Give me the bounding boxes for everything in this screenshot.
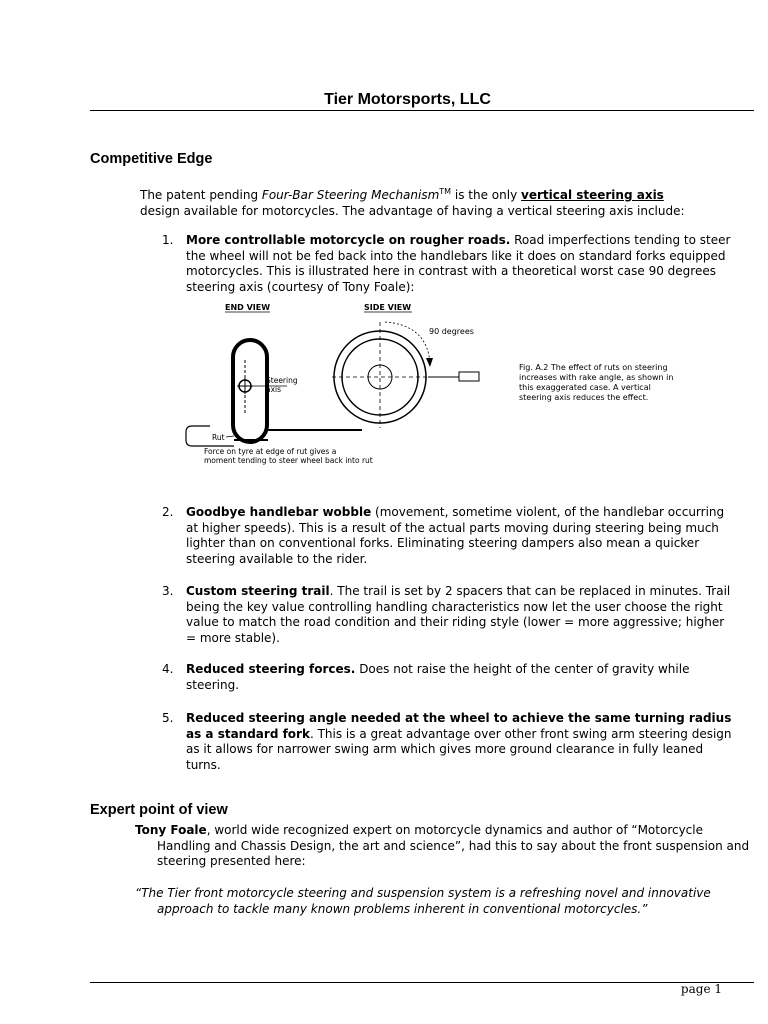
advantage-item-1 bbox=[162, 233, 737, 295]
section-heading-expert: Expert point of view bbox=[90, 802, 228, 818]
trademark-mark: TM bbox=[439, 187, 452, 196]
advantage-item-2 bbox=[162, 505, 737, 567]
steering-rut-figure bbox=[182, 300, 722, 475]
document-title: Tier Motorsports, LLC bbox=[324, 91, 491, 108]
footer-rule bbox=[90, 982, 754, 983]
ninety-degrees-label: 90 degrees bbox=[429, 327, 474, 336]
caption-line1: Fig. A.2 The effect of ruts on steering bbox=[519, 363, 668, 372]
side-view-wheel bbox=[332, 322, 479, 428]
item-title: Reduced steering angle needed at the wheel to achieve the same turning radius as a standard fork bbox=[186, 711, 732, 741]
header-rule bbox=[90, 110, 754, 111]
advantage-item-5 bbox=[162, 711, 737, 773]
intro-text: The patent pending bbox=[140, 188, 262, 202]
item-text: (movement, sometime violent, of the handlebar occurring at higher speeds). This is a result of the actual parts moving during steering being much lighter than on conventional forks. Eliminating steering dampers also mean a quicker steering available to the rider. bbox=[186, 505, 725, 566]
caption-line2: increases with rake angle, as shown in bbox=[519, 373, 674, 382]
expert-name: Tony Foale bbox=[135, 823, 207, 837]
steering-label: Steering bbox=[266, 376, 298, 385]
end-view-label: END VIEW bbox=[225, 303, 271, 312]
item-number: 5. bbox=[162, 711, 174, 725]
item-number: 1. bbox=[162, 233, 174, 247]
item-number: 2. bbox=[162, 505, 174, 519]
item-title: More controllable motorcycle on rougher roads. bbox=[186, 233, 511, 247]
item-text: Road imperfections tending to steer the wheel will not be fed back into the handlebars like it does on standard forks equipped motorcycles. This is illustrated here in contrast with a theoretical worst case 90 degrees steering axis (courtesy of Tony Foale): bbox=[186, 233, 731, 294]
end-view-wheel bbox=[186, 340, 373, 465]
rut-label: Rut bbox=[212, 433, 225, 442]
item-text: . This is a great advantage over other front swing arm steering design as it allows for narrower swing arm which gives more ground clearance in fully leaned turns. bbox=[186, 726, 732, 772]
caption-line4: steering axis reduces the effect. bbox=[519, 393, 649, 402]
advantage-item-4 bbox=[162, 662, 737, 693]
intro-text-mid: is the only bbox=[451, 188, 521, 202]
mechanism-name: Four-Bar Steering Mechanism bbox=[261, 188, 440, 202]
item-number: 4. bbox=[162, 662, 174, 676]
item-title: Reduced steering forces. bbox=[186, 662, 356, 676]
item-text: Does not raise the height of the center of gravity while steering. bbox=[186, 662, 690, 692]
intro-text-line2: design available for motorcycles. The advantage of having a vertical steering axis include: bbox=[140, 203, 685, 218]
item-title: Custom steering trail bbox=[186, 584, 330, 598]
expert-quote: “The Tier front motorcycle steering and suspension system is a refreshing novel and innovative approach to tackle many known problems inherent in conventional motorcycles.” bbox=[135, 886, 711, 916]
expert-paragraph bbox=[135, 823, 757, 870]
force-label-line2: moment tending to steer wheel back into rut bbox=[204, 456, 373, 465]
axis-label: axis bbox=[266, 385, 282, 394]
figure-caption bbox=[519, 363, 673, 402]
side-view-label: SIDE VIEW bbox=[364, 303, 412, 312]
section-heading-competitive-edge: Competitive Edge bbox=[90, 151, 213, 167]
vertical-axis-highlight: vertical steering axis bbox=[521, 188, 664, 202]
intro-paragraph bbox=[140, 184, 740, 219]
caption-line3: this exaggerated case. A vertical bbox=[519, 383, 651, 392]
expert-text: , world wide recognized expert on motorcycle dynamics and author of “Motorcycle Handling and Chassis Design, the art and science”, had this to say about the front suspension and steering presented here: bbox=[157, 823, 750, 869]
page-number: page 1 bbox=[680, 982, 722, 996]
force-label-line1: Force on tyre at edge of rut gives a bbox=[204, 447, 337, 456]
advantage-item-3 bbox=[162, 584, 737, 646]
item-number: 3. bbox=[162, 584, 174, 598]
item-title: Goodbye handlebar wobble bbox=[186, 505, 372, 519]
item-text: . The trail is set by 2 spacers that can be replaced in minutes. Trail being the key value controlling handling characteristics now let the user choose the right value to match the road condition and their riding style (lower = more aggressive; higher = more stable). bbox=[186, 584, 731, 645]
